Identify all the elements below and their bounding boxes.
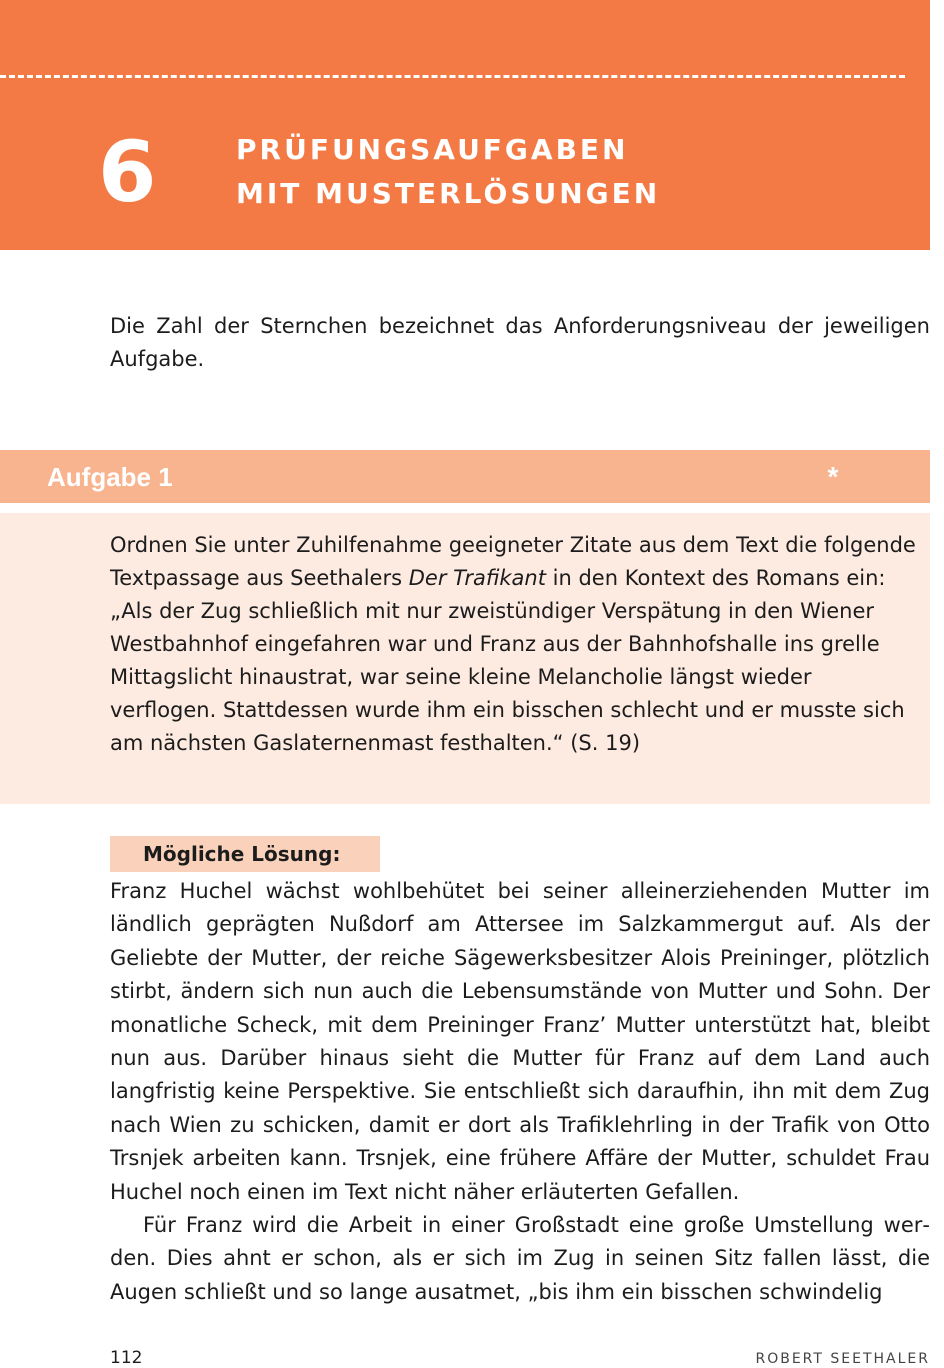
solution-paragraph-1: Franz Huchel wächst wohlbehütet bei seiner alleinerziehenden Mutter im ländlich geprägten Nußdorf am Attersee im Salzkammergut auf. Als der Geliebte der Mutter, der reiche Sägewerksbesitzer Alois Preininger, plötzlich stirbt, ändern sich nun auch die Lebensumstände von Mutter und Sohn. Der monatliche Scheck, mit dem Preininger Franz’ Mutter unterstützt hat, bleibt nun aus. Darüber hinaus sieht die Mutter für Franz auf dem Land auch langfristig keine Perspektive. Sie entschließt sich daraufhin, ihn mit dem Zug nach Wien zu schicken, damit er dort als Trafiklehrling in der Trafik von Otto Trsnjek arbeiten kann. Trsnjek, eine frühere Affäre der Mutter, schuldet Frau Huchel noch einen im Text nicht näher erläuterten Gefallen. (110, 879, 930, 1204)
work-title: Der Trafikant (408, 566, 546, 590)
task-title: Aufgabe 1 (47, 462, 173, 492)
chapter-title-line-2: MIT MUSTERLÖSUNGEN (236, 177, 661, 210)
task-quote: „Als der Zug schließlich mit nur zweistündiger Verspätung in den Wiener Westbahnhof eingefahren war und Franz aus der Bahnhofshalle ins grelle Mittagslicht hinaustrat, war seine kleine Melancholie längst wieder verflogen. Stattdessen wurde ihm ein bisschen schlecht und er musste sich am nächsten Gaslaternenmast festhalten.“ (S. 19) (110, 599, 905, 755)
chapter-title (236, 128, 876, 216)
chapter-title-line-1: PRÜFUNGSAUFGABEN (236, 133, 629, 166)
solution-paragraph-2: Für Franz wird die Arbeit in einer Großstadt eine große Umstellung werden. Dies ahnt er schon, als er sich im Zug in seinen Sitz fallen lässt, die Augen schließt und so lange ausatmet, „bis ihm ein bisschen schwindelig (110, 1213, 930, 1304)
running-head: ROBERT SEETHALER (755, 1351, 930, 1367)
page-number: 112 (110, 1348, 143, 1368)
task-content (110, 529, 922, 760)
difficulty-star-icon: * (827, 461, 839, 492)
task-prompt-start: Ordnen Sie unter Zuhilfenahme geeigneter Zitate aus dem Text die folgende Textpassage aus Seethalers (110, 533, 916, 590)
solution-text (110, 875, 930, 1309)
header-dashed-divider (0, 75, 905, 78)
chapter-number: 6 (98, 123, 157, 221)
solution-label: Mögliche Lösung: (143, 842, 341, 866)
task-prompt (110, 529, 922, 595)
task-prompt-end: in den Kontext des Romans ein: (545, 566, 886, 590)
intro-text: Die Zahl der Sternchen bezeichnet das Anforderungsniveau der jeweiligen Aufgabe. (110, 314, 930, 371)
